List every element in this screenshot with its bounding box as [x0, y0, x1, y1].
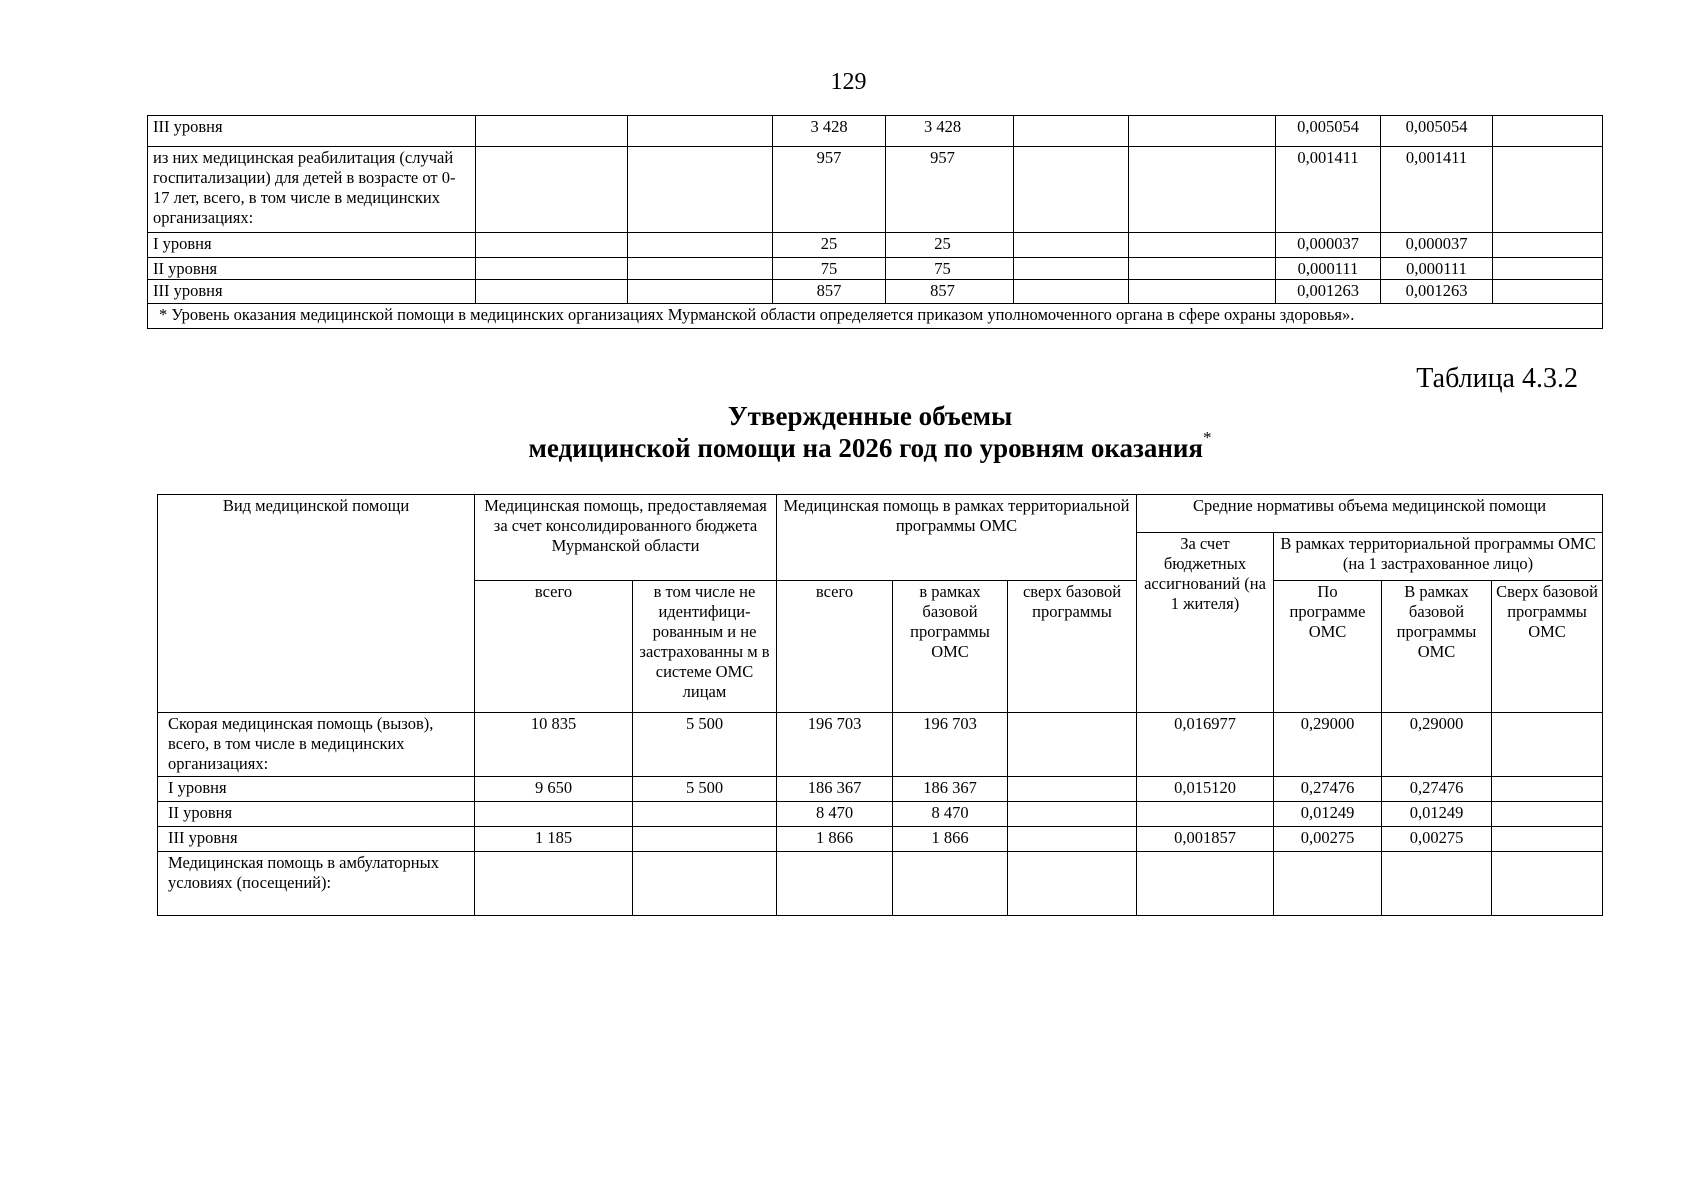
- cell: [633, 852, 777, 916]
- cell: 0,001263: [1276, 280, 1381, 304]
- table-row: [158, 713, 1603, 777]
- cell: 5 500: [633, 777, 777, 802]
- table-row: [148, 147, 1603, 233]
- cell: [628, 233, 773, 258]
- cell: 957: [773, 147, 886, 233]
- cell: [476, 147, 628, 233]
- cell: 9 650: [475, 777, 633, 802]
- table-title-line-1: Утвержденные объемы: [727, 401, 1013, 431]
- cell: [1492, 777, 1603, 802]
- cell: [1493, 233, 1603, 258]
- row-label: Скорая медицинская помощь (вызов), всего, в том числе в медицинских организациях:: [158, 713, 475, 777]
- cell: 0,001411: [1381, 147, 1493, 233]
- cell: [1493, 147, 1603, 233]
- cell: [476, 258, 628, 280]
- cell: 0,005054: [1276, 116, 1381, 147]
- cell: 857: [886, 280, 1014, 304]
- table-row: [148, 116, 1603, 147]
- cell: [1493, 116, 1603, 147]
- table-row: [148, 233, 1603, 258]
- cell: [1129, 233, 1276, 258]
- table-title-line-2: [0, 428, 1697, 465]
- cell: 25: [886, 233, 1014, 258]
- cell: 0,001263: [1381, 280, 1493, 304]
- cell: 0,27476: [1382, 777, 1492, 802]
- header-oms-base: в рамках базовой программы ОМС: [893, 581, 1008, 713]
- table-row: [158, 852, 1603, 916]
- cell: [1382, 852, 1492, 916]
- cell: [476, 116, 628, 147]
- cell: [1137, 802, 1274, 827]
- cell: [1014, 233, 1129, 258]
- cell: 0,000111: [1276, 258, 1381, 280]
- cell: 0,000037: [1276, 233, 1381, 258]
- cell: 957: [886, 147, 1014, 233]
- cell: 3 428: [886, 116, 1014, 147]
- cell: [1274, 852, 1382, 916]
- cell: 75: [886, 258, 1014, 280]
- cell: 8 470: [893, 802, 1008, 827]
- cell: 8 470: [777, 802, 893, 827]
- row-label: III уровня: [158, 827, 475, 852]
- cell: [476, 280, 628, 304]
- header-budget-total: всего: [475, 581, 633, 713]
- cell: [1014, 280, 1129, 304]
- cell: [1008, 777, 1137, 802]
- header-budget-unidentified: в том числе не идентифици-рованным и не застрахованны м в системе ОМС лицам: [633, 581, 777, 713]
- cell: [777, 852, 893, 916]
- table-title-text: медицинской помощи на 2026 год по уровням оказания: [528, 433, 1204, 463]
- cell: [1129, 147, 1276, 233]
- header-budget-group: Медицинская помощь, предоставляемая за счет консолидированного бюджета Мурманской области: [475, 495, 777, 581]
- cell: [1492, 852, 1603, 916]
- cell: 1 866: [777, 827, 893, 852]
- table-row: [148, 280, 1603, 304]
- cell: [633, 802, 777, 827]
- cell: 3 428: [773, 116, 886, 147]
- cell: 0,29000: [1274, 713, 1382, 777]
- header-oms-group: Медицинская помощь в рамках территориальной программы ОМС: [777, 495, 1137, 581]
- cell: [1008, 713, 1137, 777]
- table-row: [158, 802, 1603, 827]
- cell: [1014, 147, 1129, 233]
- cell: [1008, 802, 1137, 827]
- header-norm-base: В рамках базовой программы ОМС: [1382, 581, 1492, 713]
- cell: 5 500: [633, 713, 777, 777]
- cell: 0,000111: [1381, 258, 1493, 280]
- cell: 186 367: [777, 777, 893, 802]
- row-label: I уровня: [148, 233, 476, 258]
- row-label: I уровня: [158, 777, 475, 802]
- previous-table: [147, 115, 1603, 329]
- cell: 0,001857: [1137, 827, 1274, 852]
- cell: 1 185: [475, 827, 633, 852]
- row-label: II уровня: [148, 258, 476, 280]
- cell: [1008, 852, 1137, 916]
- cell: [1493, 258, 1603, 280]
- cell: 0,01249: [1274, 802, 1382, 827]
- footnote: * Уровень оказания медицинской помощи в медицинских организациях Мурманской области определяется приказом уполномоченного органа в сфере охраны здоровья».: [148, 304, 1603, 329]
- cell: 196 703: [777, 713, 893, 777]
- cell: 857: [773, 280, 886, 304]
- cell: 75: [773, 258, 886, 280]
- table-label: Таблица 4.3.2: [1416, 363, 1578, 394]
- cell: 0,016977: [1137, 713, 1274, 777]
- header-type: Вид медицинской помощи: [158, 495, 475, 713]
- cell: [1492, 827, 1603, 852]
- cell: [1129, 258, 1276, 280]
- cell: [1137, 852, 1274, 916]
- cell: 0,27476: [1274, 777, 1382, 802]
- cell: [628, 147, 773, 233]
- cell: 25: [773, 233, 886, 258]
- cell: 0,001411: [1276, 147, 1381, 233]
- cell: 0,015120: [1137, 777, 1274, 802]
- header-norms-group: Средние нормативы объема медицинской помощи: [1137, 495, 1603, 533]
- header-oms-above: сверх базовой программы: [1008, 581, 1137, 713]
- cell: [628, 116, 773, 147]
- header-row: [158, 495, 1603, 533]
- cell: 0,000037: [1381, 233, 1493, 258]
- cell: [475, 852, 633, 916]
- cell: [475, 802, 633, 827]
- row-label: II уровня: [158, 802, 475, 827]
- cell: [628, 280, 773, 304]
- cell: [1008, 827, 1137, 852]
- table-row: [158, 777, 1603, 802]
- row-label: III уровня: [148, 280, 476, 304]
- cell: 0,01249: [1382, 802, 1492, 827]
- cell: [1492, 802, 1603, 827]
- row-label: Медицинская помощь в амбулаторных условиях (посещений):: [158, 852, 475, 916]
- cell: 196 703: [893, 713, 1008, 777]
- cell: [1129, 116, 1276, 147]
- page-number: 129: [830, 69, 867, 95]
- cell: [1129, 280, 1276, 304]
- cell: [1014, 116, 1129, 147]
- header-norms-budget: За счет бюджетных ассигнований (на 1 жителя): [1137, 533, 1274, 713]
- cell: 0,00275: [1382, 827, 1492, 852]
- cell: 10 835: [475, 713, 633, 777]
- volumes-table: [157, 494, 1603, 916]
- header-norm-program: По программе ОМС: [1274, 581, 1382, 713]
- cell: 0,005054: [1381, 116, 1493, 147]
- cell: [628, 258, 773, 280]
- cell: [476, 233, 628, 258]
- footnote-row: [148, 304, 1603, 329]
- table-row: [158, 827, 1603, 852]
- cell: [1014, 258, 1129, 280]
- footnote-mark: *: [1203, 428, 1212, 447]
- cell: [1492, 713, 1603, 777]
- cell: 0,00275: [1274, 827, 1382, 852]
- row-label: III уровня: [148, 116, 476, 147]
- cell: 0,29000: [1382, 713, 1492, 777]
- cell: 1 866: [893, 827, 1008, 852]
- cell: 186 367: [893, 777, 1008, 802]
- cell: [893, 852, 1008, 916]
- row-label: из них медицинская реабилитация (случай госпитализации) для детей в возрасте от 0-17 лет, всего, в том числе в медицинских организациях:: [148, 147, 476, 233]
- table-row: [148, 258, 1603, 280]
- header-oms-total: всего: [777, 581, 893, 713]
- cell: [633, 827, 777, 852]
- cell: [1493, 280, 1603, 304]
- header-norm-above: Сверх базовой программы ОМС: [1492, 581, 1603, 713]
- header-norms-oms-group: В рамках территориальной программы ОМС (на 1 застрахованное лицо): [1274, 533, 1603, 581]
